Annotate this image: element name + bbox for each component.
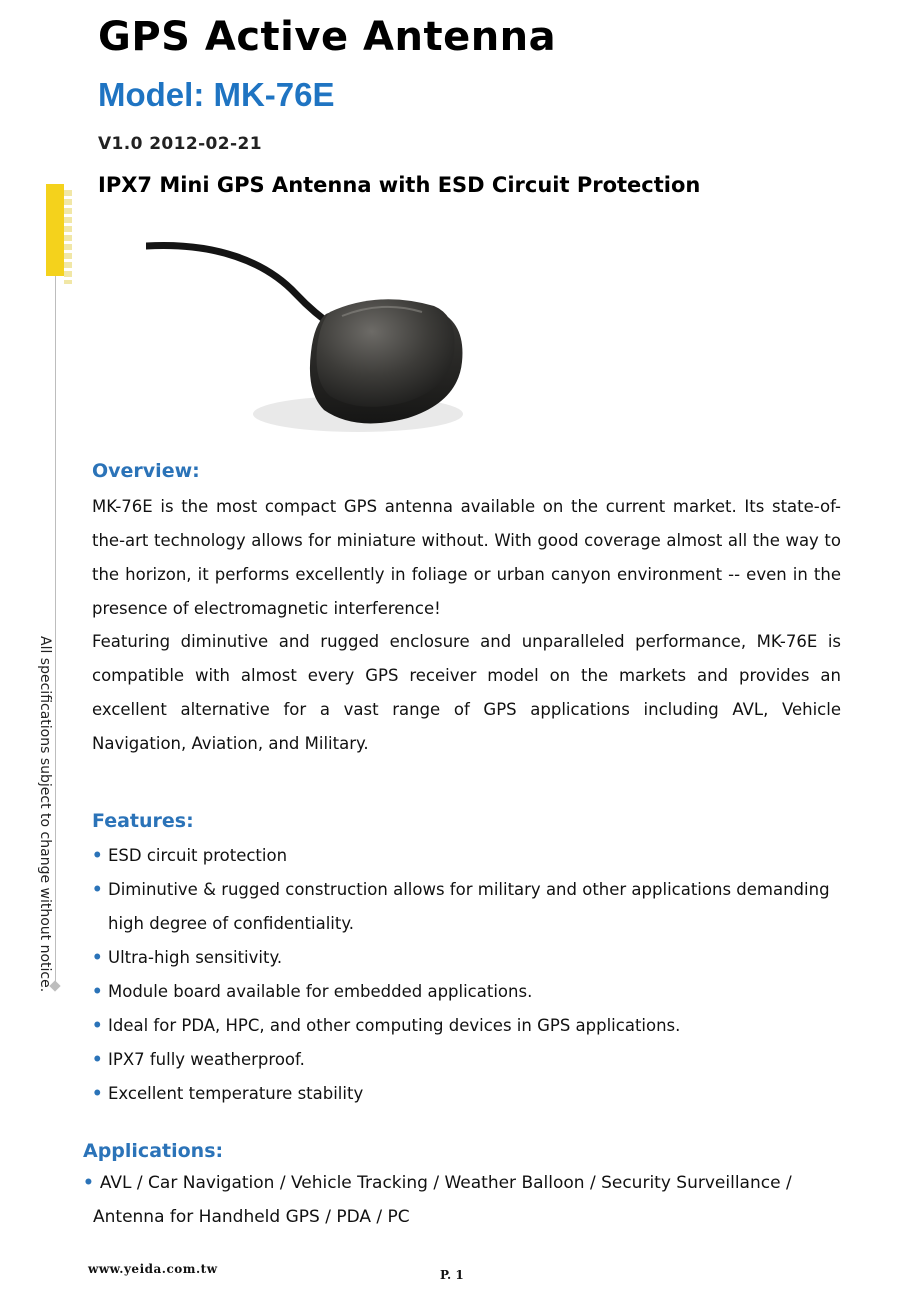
features-heading: Features: bbox=[92, 810, 194, 832]
feature-text: Excellent temperature stability bbox=[108, 1084, 364, 1103]
side-accent-stripes bbox=[64, 190, 72, 284]
version-date: V1.0 2012-02-21 bbox=[98, 134, 262, 154]
overview-paragraph-2: Featuring diminutive and rugged enclosure and unparalleled performance, MK-76E is compatible with almost every GPS receiver model on the markets and provides an excellent alternative for a vast range of GPS applications including AVL, Vehicle Navigation, Aviation, and Military. bbox=[92, 632, 841, 753]
list-item bbox=[92, 975, 844, 1009]
bullet-icon: • bbox=[92, 846, 103, 865]
list-item bbox=[92, 873, 844, 941]
bullet-icon: • bbox=[92, 948, 103, 967]
list-item bbox=[92, 1077, 844, 1111]
list-item bbox=[92, 1009, 844, 1043]
bullet-icon: • bbox=[92, 1016, 103, 1035]
product-subtitle: IPX7 Mini GPS Antenna with ESD Circuit Protection bbox=[98, 173, 701, 197]
applications-list bbox=[83, 1166, 823, 1234]
list-item bbox=[92, 839, 844, 873]
list-item bbox=[92, 941, 844, 975]
feature-text: ESD circuit protection bbox=[108, 846, 288, 865]
features-list bbox=[92, 839, 844, 1111]
page-number: P. 1 bbox=[440, 1268, 464, 1282]
model-heading: Model: MK-76E bbox=[98, 76, 335, 113]
side-disclaimer-text: All specifications subject to change without notice. bbox=[37, 636, 53, 993]
list-item bbox=[92, 1043, 844, 1077]
overview-paragraph-1: MK-76E is the most compact GPS antenna available on the current market. Its state-of-the-art technology allows for miniature without. With good coverage almost all the way to the horizon, it performs excellently in foliage or urban canyon environment -- even in the presence of electromagnetic interference! bbox=[92, 497, 841, 618]
applications-line-2: Antenna for Handheld GPS / PDA / PC bbox=[93, 1207, 410, 1227]
applications-line-1: AVL / Car Navigation / Vehicle Tracking / Weather Balloon / Security Surveillance / bbox=[99, 1173, 792, 1193]
bullet-icon: • bbox=[92, 1084, 103, 1103]
feature-text: Diminutive & rugged construction allows for military and other applications demanding high degree of confidentiality. bbox=[108, 880, 830, 933]
bullet-icon: • bbox=[83, 1173, 94, 1193]
feature-text: IPX7 fully weatherproof. bbox=[108, 1050, 305, 1069]
side-divider-line bbox=[55, 276, 56, 986]
footer-website: www.yeida.com.tw bbox=[88, 1262, 218, 1276]
bullet-icon: • bbox=[92, 982, 103, 1001]
applications-heading: Applications: bbox=[83, 1140, 224, 1162]
side-accent-bar bbox=[46, 184, 64, 276]
feature-text: Ideal for PDA, HPC, and other computing devices in GPS applications. bbox=[108, 1016, 681, 1035]
bullet-icon: • bbox=[92, 1050, 103, 1069]
bullet-icon: • bbox=[92, 880, 103, 899]
overview-heading: Overview: bbox=[92, 460, 200, 482]
feature-text: Module board available for embedded applications. bbox=[108, 982, 533, 1001]
page-title: GPS Active Antenna bbox=[98, 14, 557, 60]
feature-text: Ultra-high sensitivity. bbox=[108, 948, 283, 967]
side-disclaimer bbox=[33, 636, 53, 993]
antenna-product-image bbox=[146, 232, 476, 437]
